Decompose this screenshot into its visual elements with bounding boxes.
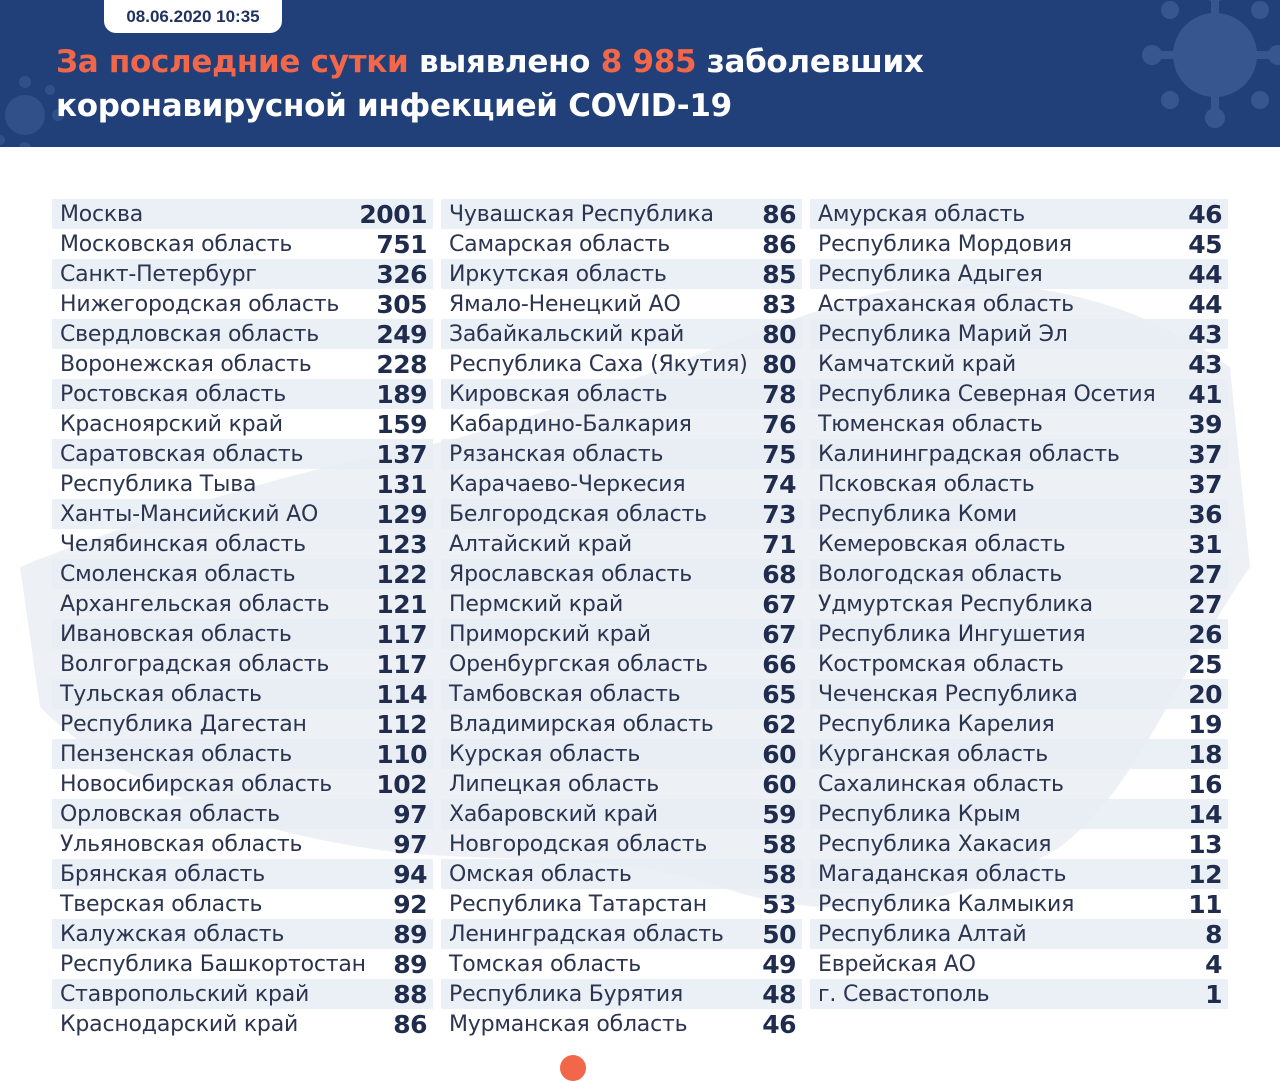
case-count: 60 — [762, 769, 796, 799]
table-row — [810, 499, 1228, 529]
region-name: Камчатский край — [818, 351, 1016, 377]
region-name: Магаданская область — [818, 861, 1067, 887]
region-name: Республика Мордовия — [818, 231, 1072, 257]
table-row — [52, 679, 433, 709]
table-row — [810, 529, 1228, 559]
case-count: 73 — [762, 499, 796, 529]
case-count: 89 — [393, 919, 427, 949]
region-name: Пензенская область — [60, 741, 293, 767]
region-name: Республика Хакасия — [818, 831, 1052, 857]
case-count: 48 — [762, 979, 796, 1009]
region-name: Владимирская область — [449, 711, 714, 737]
region-name: Амурская область — [818, 201, 1025, 227]
table-row — [52, 919, 433, 949]
region-name: Ханты-Мансийский АО — [60, 501, 319, 527]
case-count: 159 — [376, 409, 427, 439]
case-count: 59 — [762, 799, 796, 829]
table-row — [441, 349, 802, 379]
region-name: Чувашская Республика — [449, 201, 714, 227]
case-count: 58 — [762, 859, 796, 889]
table-row — [52, 619, 433, 649]
table-row — [810, 889, 1228, 919]
region-name: Омская область — [449, 861, 632, 887]
case-count: 83 — [762, 289, 796, 319]
region-name: Республика Бурятия — [449, 981, 684, 1007]
region-name: Московская область — [60, 231, 293, 257]
case-count: 85 — [762, 259, 796, 289]
case-count: 92 — [393, 889, 427, 919]
region-name: Удмуртская Республика — [818, 591, 1093, 617]
table-row — [441, 199, 802, 229]
case-count: 37 — [1188, 469, 1222, 499]
region-name: Республика Крым — [818, 801, 1021, 827]
table-row — [441, 679, 802, 709]
region-name: Республика Марий Эл — [818, 321, 1068, 347]
region-name: Вологодская область — [818, 561, 1063, 587]
case-count: 326 — [376, 259, 427, 289]
region-column-1 — [52, 199, 433, 1039]
case-count: 62 — [762, 709, 796, 739]
case-count: 71 — [762, 529, 796, 559]
table-row — [810, 919, 1228, 949]
table-row — [52, 409, 433, 439]
region-name: Республика Карелия — [818, 711, 1055, 737]
case-count: 1 — [1205, 979, 1222, 1009]
case-count: 74 — [762, 469, 796, 499]
region-name: Иркутская область — [449, 261, 667, 287]
table-row — [52, 739, 433, 769]
table-row — [52, 829, 433, 859]
region-name: Псковская область — [818, 471, 1035, 497]
region-name: Кемеровская область — [818, 531, 1066, 557]
headline-mid: выявлено — [408, 44, 601, 80]
table-row — [441, 1009, 802, 1039]
region-name: Пермский край — [449, 591, 624, 617]
case-count: 76 — [762, 409, 796, 439]
region-name: Москва — [60, 201, 144, 227]
case-count: 16 — [1188, 769, 1222, 799]
table-row — [810, 739, 1228, 769]
table-row — [441, 859, 802, 889]
table-row — [441, 979, 802, 1009]
region-name: Тульская область — [60, 681, 262, 707]
case-count: 2001 — [359, 199, 427, 229]
table-row — [52, 499, 433, 529]
table-row — [810, 439, 1228, 469]
case-count: 18 — [1188, 739, 1222, 769]
table-row — [441, 889, 802, 919]
case-count: 12 — [1188, 859, 1222, 889]
case-count: 80 — [762, 349, 796, 379]
case-count: 751 — [376, 229, 427, 259]
region-name: Волгоградская область — [60, 651, 330, 677]
region-name: Республика Ингушетия — [818, 621, 1086, 647]
case-count: 60 — [762, 739, 796, 769]
table-row — [52, 799, 433, 829]
case-count: 46 — [762, 1009, 796, 1039]
case-count: 43 — [1188, 349, 1222, 379]
region-name: Ярославская область — [449, 561, 693, 587]
table-row — [810, 949, 1228, 979]
table-row — [52, 709, 433, 739]
case-count: 117 — [376, 649, 427, 679]
table-row — [441, 649, 802, 679]
table-row — [52, 1009, 433, 1039]
case-count: 39 — [1188, 409, 1222, 439]
table-row — [810, 799, 1228, 829]
case-count: 89 — [393, 949, 427, 979]
case-count: 46 — [1188, 199, 1222, 229]
region-name: Республика Татарстан — [449, 891, 707, 917]
table-row — [52, 649, 433, 679]
case-count: 67 — [762, 589, 796, 619]
region-name: Ставропольский край — [60, 981, 310, 1007]
table-row — [441, 229, 802, 259]
region-name: Республика Саха (Якутия) — [449, 351, 748, 377]
region-name: Воронежская область — [60, 351, 312, 377]
table-row — [810, 379, 1228, 409]
headline-count: 8 985 — [600, 44, 697, 80]
case-count: 97 — [393, 829, 427, 859]
table-row — [810, 229, 1228, 259]
case-count: 305 — [376, 289, 427, 319]
case-count: 58 — [762, 829, 796, 859]
region-name: Смоленская область — [60, 561, 296, 587]
table-row — [810, 829, 1228, 859]
case-count: 67 — [762, 619, 796, 649]
case-count: 137 — [376, 439, 427, 469]
headline-line2: коронавирусной инфекцией COVID-19 — [56, 88, 732, 124]
table-row — [52, 559, 433, 589]
case-count: 131 — [376, 469, 427, 499]
region-name: Кировская область — [449, 381, 668, 407]
region-name: Ивановская область — [60, 621, 292, 647]
region-name: Хабаровский край — [449, 801, 658, 827]
case-count: 44 — [1188, 289, 1222, 319]
case-count: 8 — [1205, 919, 1222, 949]
region-name: Брянская область — [60, 861, 266, 887]
case-count: 123 — [376, 529, 427, 559]
case-count: 189 — [376, 379, 427, 409]
table-row — [441, 829, 802, 859]
case-count: 129 — [376, 499, 427, 529]
table-row — [441, 799, 802, 829]
table-row — [52, 379, 433, 409]
table-row — [441, 559, 802, 589]
table-row — [441, 259, 802, 289]
region-name: Республика Северная Осетия — [818, 381, 1156, 407]
table-row — [441, 469, 802, 499]
table-row — [441, 919, 802, 949]
case-count: 88 — [393, 979, 427, 1009]
table-row — [810, 199, 1228, 229]
region-name: Республика Калмыкия — [818, 891, 1075, 917]
region-name: Нижегородская область — [60, 291, 340, 317]
region-name: Республика Башкортостан — [60, 951, 366, 977]
table-row — [441, 409, 802, 439]
table-row — [810, 259, 1228, 289]
case-count: 112 — [376, 709, 427, 739]
region-name: Свердловская область — [60, 321, 320, 347]
case-count: 4 — [1205, 949, 1222, 979]
table-row — [810, 679, 1228, 709]
region-name: Саратовская область — [60, 441, 304, 467]
region-name: Ростовская область — [60, 381, 287, 407]
case-count: 26 — [1188, 619, 1222, 649]
table-row — [441, 589, 802, 619]
case-count: 97 — [393, 799, 427, 829]
table-row — [52, 889, 433, 919]
case-count: 102 — [376, 769, 427, 799]
table-row — [810, 319, 1228, 349]
table-row — [52, 469, 433, 499]
region-name: Республика Дагестан — [60, 711, 307, 737]
case-count: 49 — [762, 949, 796, 979]
date-badge: 08.06.2020 10:35 — [104, 0, 282, 33]
case-count: 53 — [762, 889, 796, 919]
region-name: Приморский край — [449, 621, 651, 647]
case-count: 86 — [762, 229, 796, 259]
region-name: Ленинградская область — [449, 921, 724, 947]
case-count: 110 — [376, 739, 427, 769]
region-name: Тверская область — [60, 891, 263, 917]
table-row — [52, 979, 433, 1009]
region-name: Республика Адыгея — [818, 261, 1043, 287]
table-row — [52, 289, 433, 319]
table-row — [441, 319, 802, 349]
region-name: Забайкальский край — [449, 321, 685, 347]
region-name: Республика Коми — [818, 501, 1017, 527]
table-row — [810, 649, 1228, 679]
region-name: Томская область — [449, 951, 642, 977]
case-count: 68 — [762, 559, 796, 589]
region-name: Алтайский край — [449, 531, 632, 557]
case-count: 228 — [376, 349, 427, 379]
case-count: 41 — [1188, 379, 1222, 409]
case-count: 45 — [1188, 229, 1222, 259]
table-row — [52, 199, 433, 229]
table-row — [441, 289, 802, 319]
table-row — [52, 949, 433, 979]
table-row — [52, 259, 433, 289]
case-count: 249 — [376, 319, 427, 349]
table-row — [52, 859, 433, 889]
case-count: 80 — [762, 319, 796, 349]
table-row — [441, 379, 802, 409]
table-row — [441, 709, 802, 739]
case-count: 94 — [393, 859, 427, 889]
table-row — [810, 409, 1228, 439]
region-name: Рязанская область — [449, 441, 664, 467]
region-name: Карачаево-Черкесия — [449, 471, 686, 497]
table-row — [810, 709, 1228, 739]
case-count: 20 — [1188, 679, 1222, 709]
region-name: Архангельская область — [60, 591, 330, 617]
region-name: Мурманская область — [449, 1011, 688, 1037]
case-count: 114 — [376, 679, 427, 709]
table-row — [441, 949, 802, 979]
case-count: 31 — [1188, 529, 1222, 559]
region-name: Новосибирская область — [60, 771, 332, 797]
table-row — [441, 529, 802, 559]
region-name: Липецкая область — [449, 771, 659, 797]
region-name: Тюменская область — [818, 411, 1043, 437]
region-name: Санкт-Петербург — [60, 261, 257, 287]
table-row — [52, 319, 433, 349]
region-name: Новгородская область — [449, 831, 708, 857]
table-row — [810, 559, 1228, 589]
table-row — [441, 619, 802, 649]
case-count: 122 — [376, 559, 427, 589]
table-row — [810, 979, 1228, 1009]
case-count: 65 — [762, 679, 796, 709]
table-row — [52, 769, 433, 799]
table-row — [52, 529, 433, 559]
region-name: Красноярский край — [60, 411, 283, 437]
region-name: Республика Тыва — [60, 471, 257, 497]
table-row — [52, 349, 433, 379]
case-count: 11 — [1188, 889, 1222, 919]
case-count: 27 — [1188, 589, 1222, 619]
case-count: 44 — [1188, 259, 1222, 289]
table-row — [810, 859, 1228, 889]
case-count: 66 — [762, 649, 796, 679]
case-count: 86 — [393, 1009, 427, 1039]
case-count: 13 — [1188, 829, 1222, 859]
region-name: Калининградская область — [818, 441, 1120, 467]
region-name: Самарская область — [449, 231, 671, 257]
case-count: 117 — [376, 619, 427, 649]
headline-end: заболевших — [696, 44, 924, 80]
bottom-dot-decoration — [560, 1055, 586, 1081]
table-row — [441, 769, 802, 799]
region-name: Курганская область — [818, 741, 1048, 767]
region-name: Ульяновская область — [60, 831, 303, 857]
region-name: Астраханская область — [818, 291, 1074, 317]
table-row — [810, 589, 1228, 619]
case-count: 14 — [1188, 799, 1222, 829]
case-count: 25 — [1188, 649, 1222, 679]
table-row — [810, 349, 1228, 379]
case-count: 50 — [762, 919, 796, 949]
case-count: 36 — [1188, 499, 1222, 529]
region-name: Курская область — [449, 741, 641, 767]
region-name: Краснодарский край — [60, 1011, 299, 1037]
table-row — [441, 739, 802, 769]
region-name: Тамбовская область — [449, 681, 681, 707]
table-row — [52, 589, 433, 619]
table-row — [810, 769, 1228, 799]
region-name: Челябинская область — [60, 531, 306, 557]
case-count: 78 — [762, 379, 796, 409]
region-name: Кабардино-Балкария — [449, 411, 692, 437]
region-name: Калужская область — [60, 921, 285, 947]
table-row — [52, 229, 433, 259]
region-name: Белгородская область — [449, 501, 707, 527]
region-column-3 — [810, 199, 1228, 1009]
table-row — [441, 499, 802, 529]
table-row — [810, 469, 1228, 499]
region-name: Сахалинская область — [818, 771, 1064, 797]
region-column-2 — [441, 199, 802, 1039]
case-count: 27 — [1188, 559, 1222, 589]
region-name: Республика Алтай — [818, 921, 1027, 947]
table-row — [810, 619, 1228, 649]
region-name: Орловская область — [60, 801, 280, 827]
case-count: 19 — [1188, 709, 1222, 739]
region-name: Чеченская Республика — [818, 681, 1078, 707]
region-name: г. Севастополь — [818, 981, 990, 1007]
case-count: 43 — [1188, 319, 1222, 349]
region-name: Оренбургская область — [449, 651, 708, 677]
case-count: 86 — [762, 199, 796, 229]
header-banner — [0, 0, 1280, 147]
table-row — [810, 289, 1228, 319]
case-count: 75 — [762, 439, 796, 469]
region-name: Ямало-Ненецкий АО — [449, 291, 681, 317]
table-row — [441, 439, 802, 469]
case-count: 37 — [1188, 439, 1222, 469]
case-count: 121 — [376, 589, 427, 619]
table-row — [52, 439, 433, 469]
headline-accent: За последние сутки — [56, 44, 409, 80]
page-title — [56, 40, 1156, 128]
region-name: Костромская область — [818, 651, 1064, 677]
region-name: Еврейская АО — [818, 951, 976, 977]
